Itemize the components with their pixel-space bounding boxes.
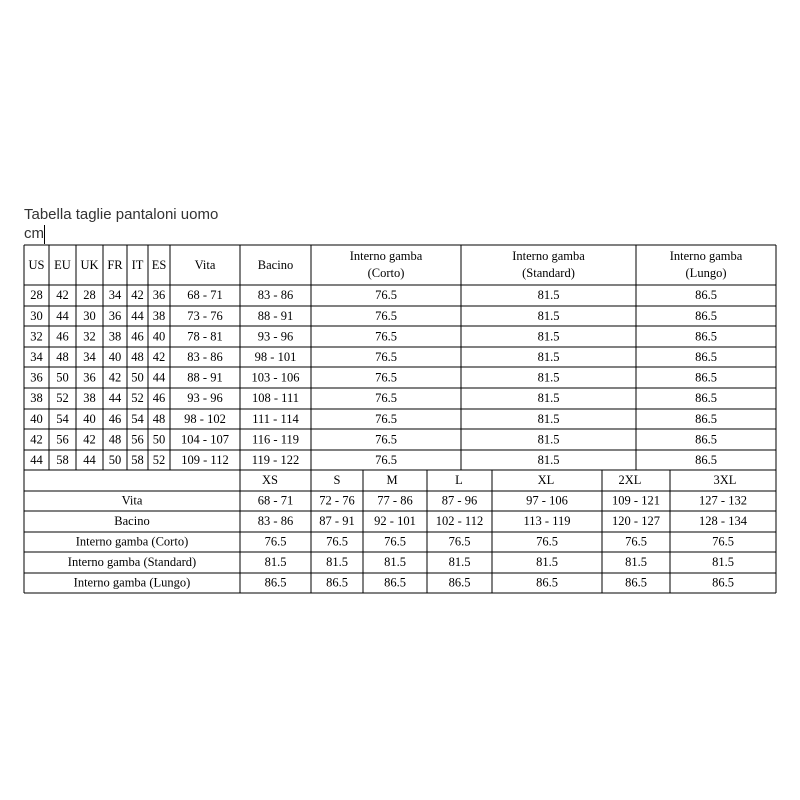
- table-cell: 88 - 91: [187, 370, 223, 385]
- table-cell: 54: [56, 411, 69, 426]
- table-cell: 83 - 86: [187, 349, 223, 364]
- table-cell: 28: [30, 288, 43, 303]
- size-header-l: L: [455, 473, 463, 488]
- table-cell: 42: [56, 288, 69, 303]
- table-cell: 73 - 76: [187, 308, 223, 323]
- table-cell: 86.5: [695, 288, 717, 303]
- table-cell: 50: [108, 452, 122, 467]
- table-cell: 109 - 112: [181, 452, 229, 467]
- table-cell: 58: [131, 452, 144, 467]
- table-cell: 86.5: [695, 452, 717, 467]
- table-cell: 50: [152, 432, 166, 447]
- table-cell: 86.5: [695, 411, 717, 426]
- table-cell: 93 - 96: [187, 391, 223, 406]
- table-cell: 46: [152, 391, 166, 406]
- table-cell: 76.5: [712, 534, 734, 549]
- table-cell: 111 - 114: [252, 411, 299, 426]
- column-header-bacino: Bacino: [257, 257, 294, 272]
- table-cell: 128 - 134: [699, 514, 747, 529]
- table-cell: 103 - 106: [251, 370, 300, 385]
- table-cell: 52: [131, 391, 144, 406]
- table-cell: 76.5: [375, 288, 397, 303]
- table-cell: 98 - 102: [184, 411, 226, 426]
- table-cell: 46: [131, 329, 144, 344]
- table-cell: 72 - 76: [319, 493, 355, 508]
- table-cell: 40: [30, 411, 43, 426]
- size-header-m: M: [386, 473, 398, 488]
- table-cell: 32: [30, 329, 43, 344]
- table-cell: 81.5: [625, 555, 647, 570]
- table-cell: 36: [83, 370, 96, 385]
- row-label: Interno gamba (Standard): [67, 555, 197, 570]
- table-cell: 77 - 86: [377, 493, 413, 508]
- table-cell: 46: [56, 329, 69, 344]
- row-label: Interno gamba (Corto): [75, 534, 189, 549]
- page-title: Tabella taglie pantaloni uomo: [24, 206, 219, 223]
- table-cell: 81.5: [448, 555, 471, 570]
- column-header-leg-type: (Standard): [522, 265, 575, 280]
- column-header-leg: Interno gamba: [512, 248, 585, 263]
- table-cell: 86.5: [536, 575, 558, 590]
- table-cell: 38: [108, 329, 122, 344]
- size-header-2xl: 2XL: [618, 473, 642, 488]
- table-cell: 56: [131, 432, 144, 447]
- table-cell: 76.5: [384, 534, 406, 549]
- table-cell: 42: [131, 288, 144, 303]
- table-cell: 44: [83, 452, 96, 467]
- table-cell: 81.5: [536, 555, 558, 570]
- table-cell: 36: [152, 288, 166, 303]
- table-cell: 108 - 111: [252, 391, 299, 406]
- table-cell: 42: [108, 370, 122, 385]
- table-cell: 68 - 71: [187, 288, 223, 303]
- table-cell: 52: [56, 391, 69, 406]
- table-cell: 102 - 112: [435, 514, 484, 529]
- table-cell: 81.5: [537, 391, 560, 406]
- table-cell: 116 - 119: [252, 432, 299, 447]
- table-cell: 76.5: [264, 534, 287, 549]
- table-cell: 86.5: [264, 575, 287, 590]
- table-cell: 76.5: [375, 308, 397, 323]
- table-cell: 81.5: [537, 370, 560, 385]
- table-cell: 81.5: [537, 349, 560, 364]
- table-cell: 86.5: [625, 575, 647, 590]
- table-cell: 87 - 91: [319, 514, 355, 529]
- column-header-leg: Interno gamba: [349, 248, 423, 263]
- table-cell: 44: [131, 308, 144, 323]
- table-cell: 34: [108, 288, 122, 303]
- table-cell: 86.5: [712, 575, 734, 590]
- row-label: Vita: [121, 493, 143, 508]
- table-cell: 52: [152, 452, 166, 467]
- table-cell: 38: [152, 308, 166, 323]
- table-cell: 44: [108, 391, 122, 406]
- table-cell: 81.5: [264, 555, 287, 570]
- column-header-leg-type: (Lungo): [685, 265, 727, 280]
- table-cell: 127 - 132: [699, 493, 747, 508]
- table-cell: 38: [83, 391, 96, 406]
- column-header-vita: Vita: [194, 257, 216, 272]
- table-cell: 81.5: [712, 555, 734, 570]
- table-cell: 68 - 71: [257, 493, 294, 508]
- table-cell: 81.5: [537, 308, 560, 323]
- column-header-es: ES: [151, 257, 167, 272]
- table-cell: 81.5: [537, 411, 560, 426]
- table-cell: 30: [30, 308, 43, 323]
- table-cell: 83 - 86: [257, 514, 294, 529]
- table-cell: 86.5: [695, 432, 717, 447]
- table-cell: 86.5: [384, 575, 406, 590]
- table-cell: 46: [108, 411, 122, 426]
- size-header-s: S: [333, 473, 341, 488]
- size-header-xs: XS: [262, 473, 278, 488]
- size-header-xl: XL: [537, 473, 555, 488]
- table-cell: 76.5: [625, 534, 647, 549]
- table-cell: 42: [152, 349, 166, 364]
- table-cell: 119 - 122: [251, 452, 300, 467]
- table-cell: 98 - 101: [254, 349, 297, 364]
- column-header-leg: Interno gamba: [669, 248, 743, 263]
- table-cell: 48: [131, 349, 144, 364]
- row-label: Interno gamba (Lungo): [73, 575, 191, 590]
- table-cell: 83 - 86: [257, 288, 294, 303]
- table-cell: 76.5: [375, 432, 397, 447]
- table-cell: 81.5: [537, 288, 560, 303]
- table-cell: 87 - 96: [441, 493, 478, 508]
- table-cell: 36: [108, 308, 122, 323]
- table-cell: 120 - 127: [612, 514, 660, 529]
- table-cell: 44: [56, 308, 69, 323]
- table-cell: 76.5: [375, 370, 397, 385]
- table-cell: 86.5: [448, 575, 471, 590]
- table-cell: 48: [56, 349, 69, 364]
- table-cell: 32: [83, 329, 96, 344]
- table-cell: 58: [56, 452, 69, 467]
- table-cell: 36: [30, 370, 43, 385]
- table-cell: 56: [56, 432, 69, 447]
- table-cell: 44: [152, 370, 166, 385]
- column-header-eu: EU: [54, 257, 71, 272]
- table-cell: 86.5: [695, 308, 717, 323]
- table-cell: 38: [30, 391, 43, 406]
- table-cell: 109 - 121: [612, 493, 660, 508]
- table-cell: 30: [83, 308, 96, 323]
- table-cell: 76.5: [448, 534, 471, 549]
- table-cell: 76.5: [375, 349, 397, 364]
- table-cell: 50: [131, 370, 144, 385]
- table-cell: 78 - 81: [187, 329, 223, 344]
- table-cell: 86.5: [695, 391, 717, 406]
- table-cell: 44: [30, 452, 43, 467]
- table-cell: 48: [108, 432, 122, 447]
- table-cell: 42: [83, 432, 96, 447]
- table-cell: 42: [30, 432, 43, 447]
- table-cell: 93 - 96: [257, 329, 294, 344]
- table-cell: 92 - 101: [374, 514, 416, 529]
- column-header-us: US: [28, 257, 45, 272]
- row-label: Bacino: [114, 514, 150, 529]
- table-cell: 76.5: [536, 534, 558, 549]
- table-cell: 76.5: [375, 411, 397, 426]
- unit-label: cm: [24, 225, 44, 242]
- table-cell: 86.5: [695, 349, 717, 364]
- column-header-it: IT: [131, 257, 144, 272]
- table-cell: 88 - 91: [257, 308, 294, 323]
- table-cell: 113 - 119: [523, 514, 571, 529]
- table-cell: 28: [83, 288, 96, 303]
- table-cell: 48: [152, 411, 166, 426]
- table-cell: 76.5: [375, 452, 397, 467]
- table-cell: 76.5: [375, 329, 397, 344]
- table-cell: 34: [83, 349, 96, 364]
- table-cell: 81.5: [384, 555, 406, 570]
- table-cell: 76.5: [375, 391, 397, 406]
- table-cell: 34: [30, 349, 43, 364]
- column-header-fr: FR: [107, 257, 123, 272]
- size-header-3xl: 3XL: [713, 473, 737, 488]
- table-cell: 81.5: [537, 329, 560, 344]
- column-header-uk: UK: [80, 257, 99, 272]
- table-cell: 81.5: [537, 432, 560, 447]
- column-header-leg-type: (Corto): [367, 265, 405, 280]
- table-cell: 104 - 107: [181, 432, 229, 447]
- table-cell: 40: [83, 411, 96, 426]
- table-cell: 50: [56, 370, 69, 385]
- table-cell: 81.5: [537, 452, 560, 467]
- table-cell: 86.5: [695, 370, 717, 385]
- table-cell: 86.5: [326, 575, 348, 590]
- table-cell: 40: [108, 349, 122, 364]
- table-cell: 97 - 106: [526, 493, 568, 508]
- table-cell: 76.5: [326, 534, 348, 549]
- table-cell: 86.5: [695, 329, 717, 344]
- table-cell: 40: [152, 329, 166, 344]
- table-cell: 81.5: [326, 555, 348, 570]
- table-cell: 54: [131, 411, 144, 426]
